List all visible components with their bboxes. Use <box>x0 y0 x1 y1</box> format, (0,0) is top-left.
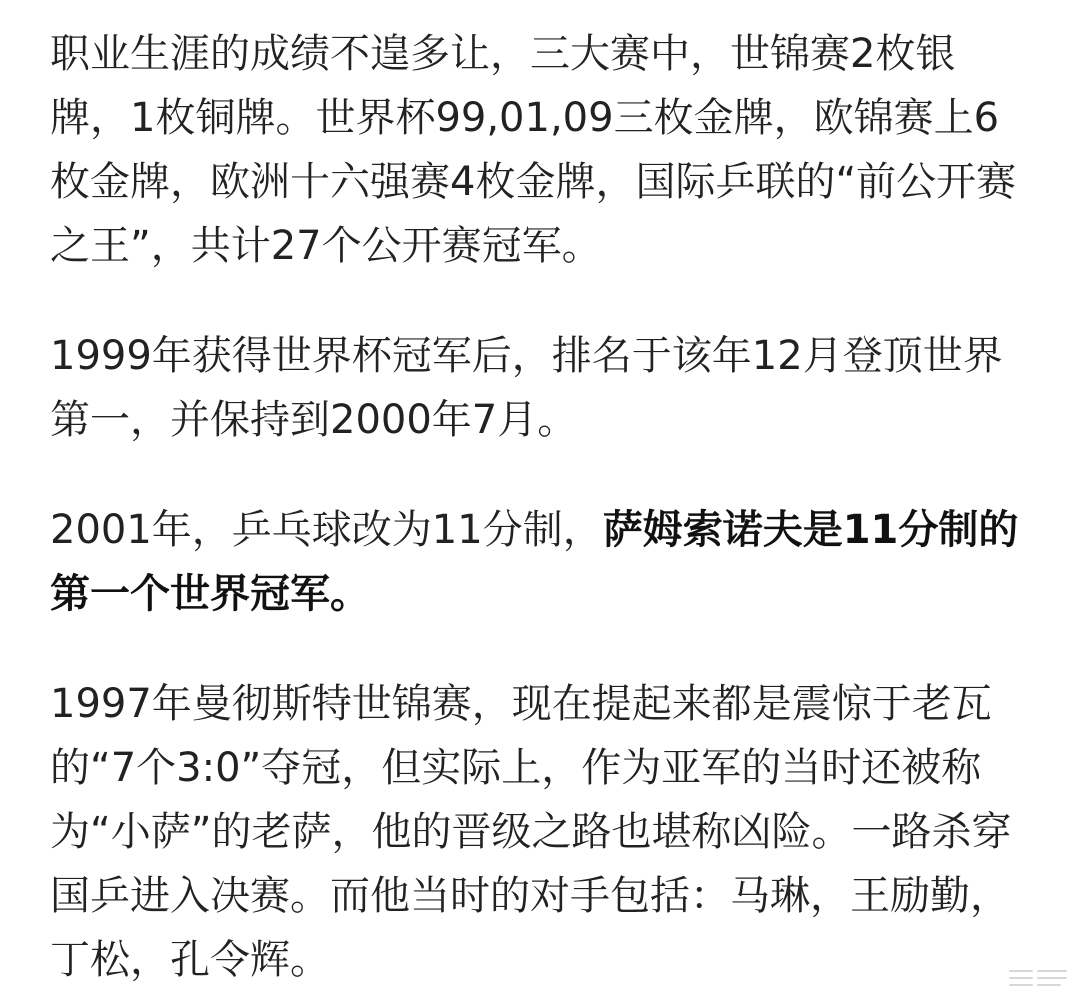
paragraph-career-record: 职业生涯的成绩不遑多让，三大赛中，世锦赛2枚银牌，1枚铜牌。世界杯99,01,09三枚金牌，欧锦赛上6枚金牌，欧洲十六强赛4枚金牌，国际乒联的“前公开赛之王”，共计27个公开赛冠军。 <box>50 31 1017 269</box>
article-body <box>50 22 1035 992</box>
paragraph-11-point-system <box>50 498 1035 626</box>
paragraph-1997-worlds: 1997年曼彻斯特世锦赛，现在提起来都是震惊于老瓦的“7个3:0”夺冠，但实际上，作为亚军的当时还被称为“小萨”的老萨，他的晋级之路也堪称凶险。一路杀穿国乒进入决赛。而他当时的对手包括：马琳，王励勤，丁松，孔令辉。 <box>50 681 1012 983</box>
paragraph-world-ranking: 1999年获得世界杯冠军后，排名于该年12月登顶世界第一，并保持到2000年7月。 <box>50 333 1003 443</box>
paragraph-11-point-text: 2001年，乒乓球改为11分制， <box>50 507 603 553</box>
paragraph-11-point-highlight: 萨姆索诺夫是11分制的第一个世界冠军。 <box>50 507 1019 617</box>
weibo-watermark-icon <box>1008 965 1070 991</box>
